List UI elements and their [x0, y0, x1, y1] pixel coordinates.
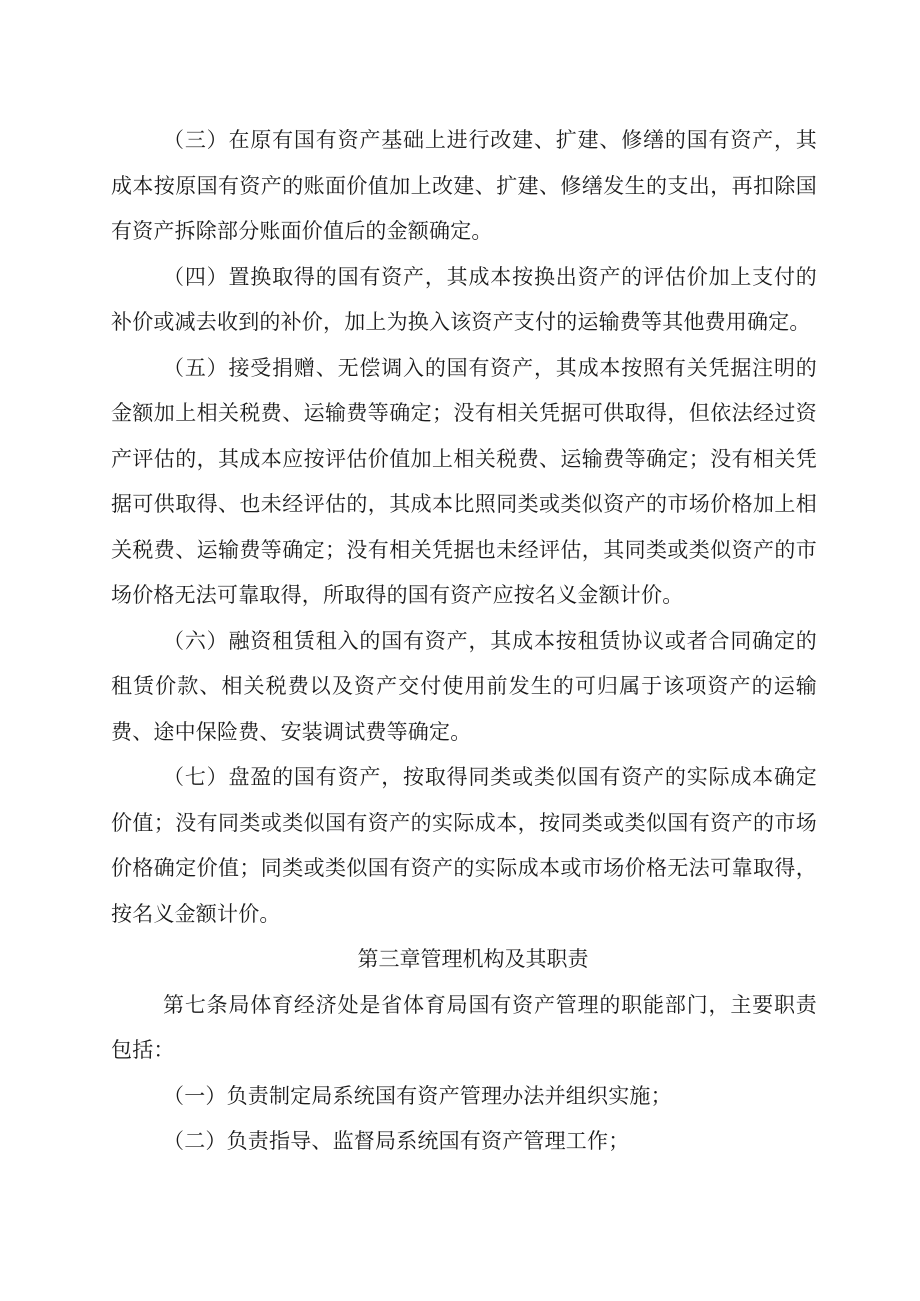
paragraph-item-7: （七）盘盈的国有资产，按取得同类或类似国有资产的实际成本确定价值；没有同类或类似国有资产的实际成本，按同类或类似国有资产的市场价格确定价值；同类或类似国有资产的实际成本或市场价格无法可靠取得，按名义金额计价。	[111, 765, 817, 926]
paragraph-item-3: （三）在原有国有资产基础上进行改建、扩建、修缮的国有资产，其成本按原国有资产的账面价值加上改建、扩建、修缮发生的支出，再扣除国有资产拆除部分账面价值后的金额确定。	[111, 128, 817, 243]
article-7-paragraph: 第七条局体育经济处是省体育局国有资产管理的职能部门，主要职责包括：	[111, 992, 817, 1062]
duty-item-2: （二）负责指导、监督局系统国有资产管理工作；	[163, 1129, 630, 1153]
duty-item-1: （一）负责制定局系统国有资产管理办法并组织实施；	[163, 1083, 672, 1108]
paragraph-item-6: （六）融资租赁租入的国有资产，其成本按租赁协议或者合同确定的租赁价款、相关税费以及资产交付使用前发生的可归属于该项资产的运输费、途中保险费、安装调试费等确定。	[111, 628, 817, 744]
document-body	[111, 118, 817, 1165]
paragraph-item-5: （五）接受捐赠、无偿调入的国有资产，其成本按照有关凭据注明的金额加上相关税费、运输费等确定；没有相关凭据可供取得，但依法经过资产评估的，其成本应按评估价值加上相关税费、运输费等确定；没有相关凭据可供取得、也未经评估的，其成本比照同类或类似资产的市场价格加上相关税费、运输费等确定；没有相关凭据也未经评估，其同类或类似资产的市场价格无法可靠取得，所取得的国有资产应按名义金额计价。	[111, 355, 817, 607]
paragraph-item-4: （四）置换取得的国有资产，其成本按换出资产的评估价加上支付的补价或减去收到的补价，加上为换入该资产支付的运输费等其他费用确定。	[111, 264, 817, 334]
chapter-heading: 第三章管理机构及其职责	[357, 947, 589, 971]
